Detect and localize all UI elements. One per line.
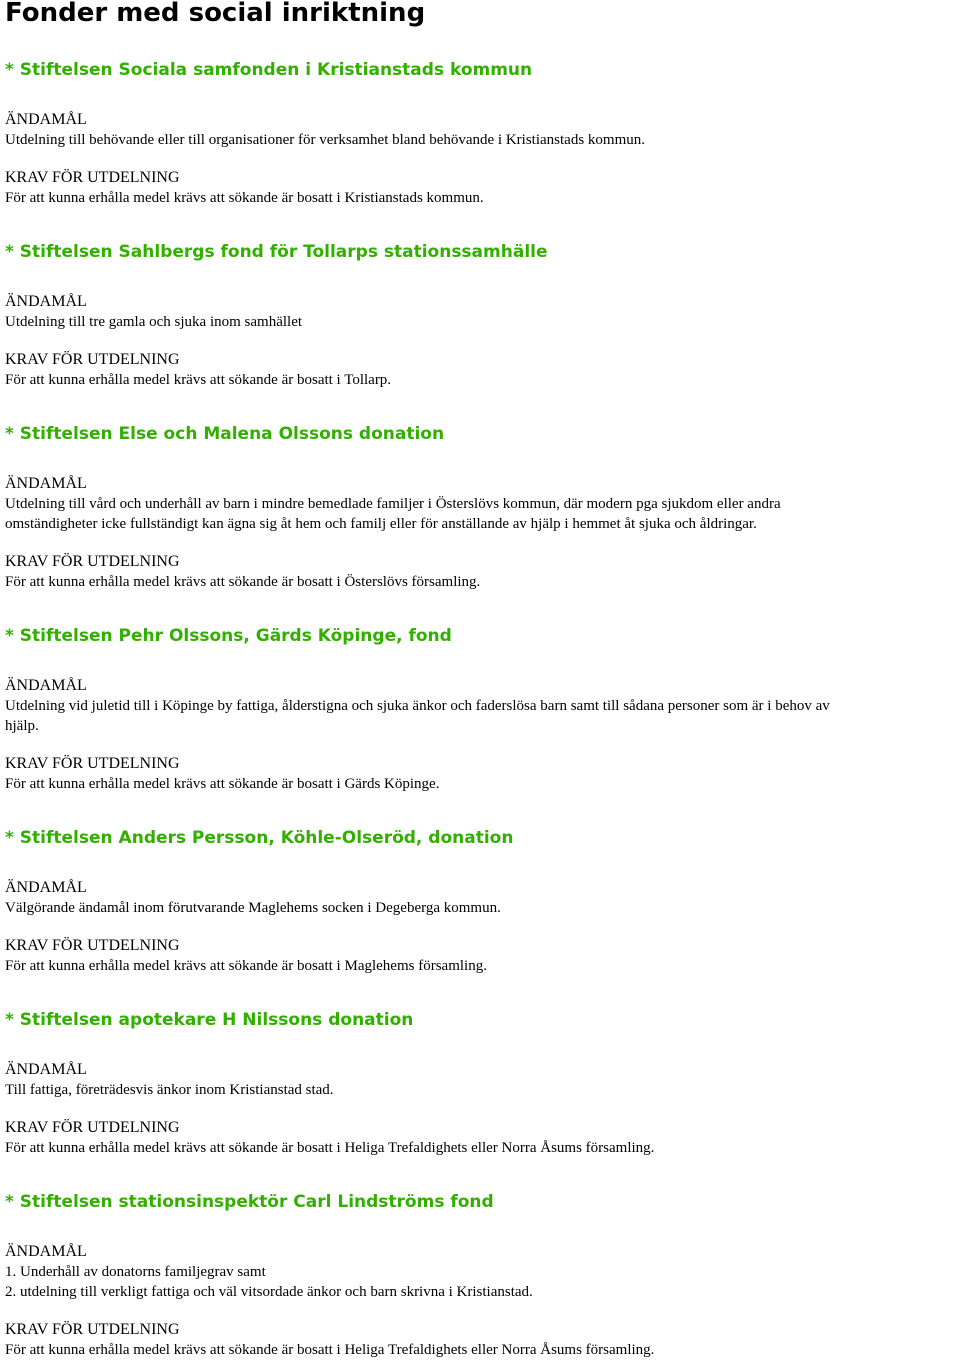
- purpose-label: ÄNDAMÅL: [5, 1061, 87, 1078]
- requirement-text: För att kunna erhålla medel krävs att sökande är bosatt i Österslövs församling.: [5, 574, 481, 590]
- fund-section: [5, 1192, 960, 1360]
- fund-title: * Stiftelsen Else och Malena Olssons donation: [5, 424, 445, 444]
- page-title: Fonder med social inriktning: [5, 0, 426, 28]
- fund-title: * Stiftelsen Pehr Olssons, Gärds Köpinge, fond: [5, 626, 452, 646]
- fund-title: * Stiftelsen apotekare H Nilssons donation: [5, 1010, 414, 1030]
- fund-section: [5, 424, 960, 592]
- fund-title: * Stiftelsen Sahlbergs fond för Tollarps stationssamhälle: [5, 242, 548, 262]
- purpose-label: ÄNDAMÅL: [5, 1243, 87, 1260]
- requirement-text: För att kunna erhålla medel krävs att sökande är bosatt i Tollarp.: [5, 372, 392, 388]
- purpose-text: 2. utdelning till verkligt fattiga och väl vitsordade änkor och barn skrivna i Kristianstad.: [5, 1284, 533, 1300]
- requirement-text: För att kunna erhålla medel krävs att sökande är bosatt i Gärds Köpinge.: [5, 776, 440, 792]
- fund-section: [5, 626, 960, 794]
- purpose-text: Utdelning till tre gamla och sjuka inom samhället: [5, 314, 303, 330]
- purpose-label: ÄNDAMÅL: [5, 293, 87, 310]
- purpose-label: ÄNDAMÅL: [5, 879, 87, 896]
- requirement-label: KRAV FÖR UTDELNING: [5, 937, 180, 954]
- requirement-text: För att kunna erhålla medel krävs att sökande är bosatt i Heliga Trefaldighets eller Norra Åsums församling.: [5, 1342, 655, 1358]
- purpose-text: hjälp.: [5, 718, 39, 734]
- fund-section: [5, 828, 960, 976]
- requirement-text: För att kunna erhålla medel krävs att sökande är bosatt i Maglehems församling.: [5, 958, 487, 974]
- requirement-label: KRAV FÖR UTDELNING: [5, 1119, 180, 1136]
- requirement-label: KRAV FÖR UTDELNING: [5, 755, 180, 772]
- fund-title: * Stiftelsen Sociala samfonden i Kristianstads kommun: [5, 60, 533, 80]
- requirement-label: KRAV FÖR UTDELNING: [5, 1321, 180, 1338]
- fund-section: [5, 60, 960, 208]
- purpose-text: Utdelning till vård och underhåll av barn i mindre bemedlade familjer i Österslövs kommun, där modern pga sjukdom eller andra: [5, 496, 781, 512]
- fund-section: [5, 1010, 960, 1158]
- fund-section: [5, 242, 960, 390]
- purpose-text: Till fattiga, företrädesvis änkor inom Kristianstad stad.: [5, 1082, 334, 1098]
- purpose-text: 1. Underhåll av donatorns familjegrav samt: [5, 1264, 266, 1280]
- purpose-label: ÄNDAMÅL: [5, 111, 87, 128]
- fund-title: * Stiftelsen stationsinspektör Carl Lindströms fond: [5, 1192, 494, 1212]
- purpose-text: Utdelning vid juletid till i Köpinge by fattiga, ålderstigna och sjuka änkor och faderslösa barn samt till sådana personer som är i behov av: [5, 698, 830, 714]
- requirement-label: KRAV FÖR UTDELNING: [5, 169, 180, 186]
- requirement-label: KRAV FÖR UTDELNING: [5, 553, 180, 570]
- requirement-label: KRAV FÖR UTDELNING: [5, 351, 180, 368]
- purpose-text: Utdelning till behövande eller till organisationer för verksamhet bland behövande i Kristianstads kommun.: [5, 132, 645, 148]
- purpose-label: ÄNDAMÅL: [5, 677, 87, 694]
- purpose-text: Välgörande ändamål inom förutvarande Maglehems socken i Degeberga kommun.: [5, 900, 501, 916]
- fund-title: * Stiftelsen Anders Persson, Köhle-Olseröd, donation: [5, 828, 514, 848]
- purpose-text: omständigheter icke fullständigt kan ägna sig åt hem och familj eller för anställande av hjälp i hemmet åt sjuka och åldringar.: [5, 516, 757, 532]
- purpose-label: ÄNDAMÅL: [5, 475, 87, 492]
- requirement-text: För att kunna erhålla medel krävs att sökande är bosatt i Kristianstads kommun.: [5, 190, 484, 206]
- requirement-text: För att kunna erhålla medel krävs att sökande är bosatt i Heliga Trefaldighets eller Norra Åsums församling.: [5, 1140, 655, 1156]
